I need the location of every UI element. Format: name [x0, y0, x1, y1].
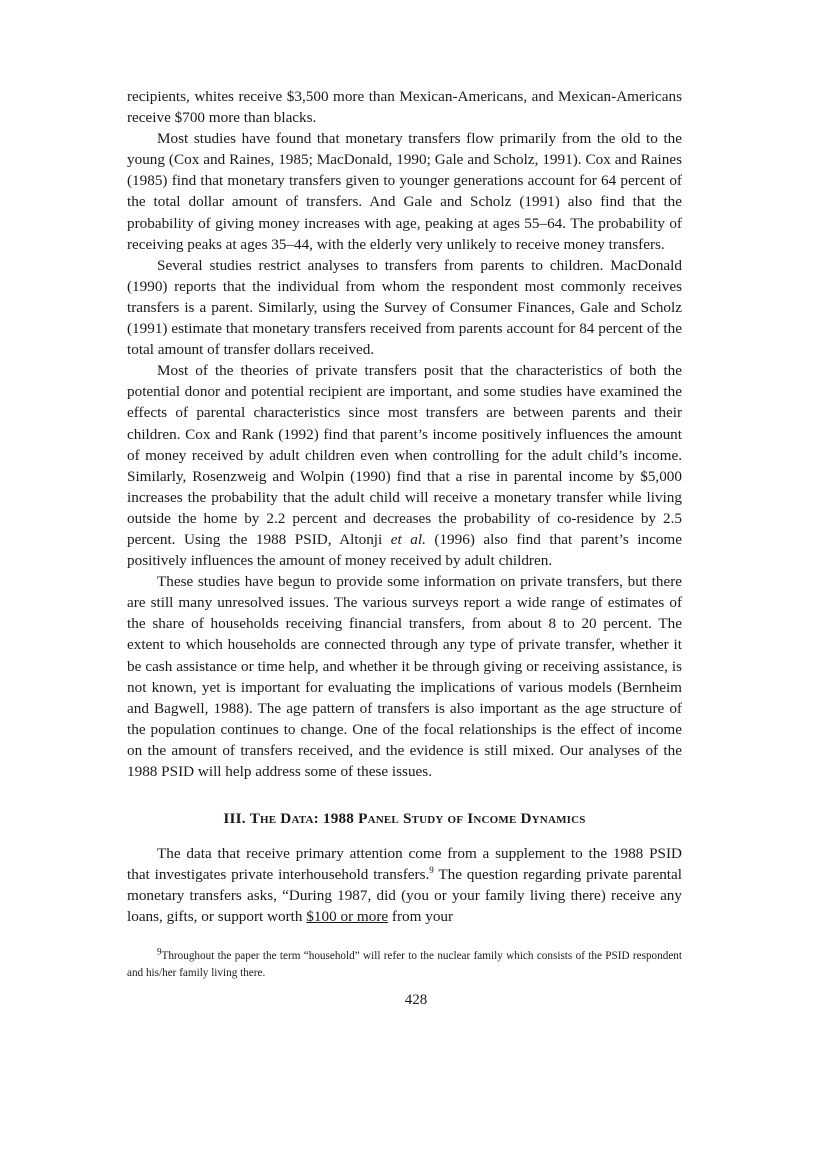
footnote-marker: 9: [157, 946, 162, 957]
body-text: [127, 86, 682, 927]
paragraph-parents-children: Several studies restrict analyses to transfers from parents to children. MacDonald (1990) reports that the individual from whom the respondent most commonly receives transfers is a parent. Similarly, using the Survey of Consumer Finances, Gale and Scholz (1991) estimate that monetary transfers received from parents account for 84 percent of the total amount of transfer dollars received.: [127, 256, 682, 359]
footnote-text: Throughout the paper the term “household” will refer to the nuclear family which consists of the PSID respondent and his/her family living there.: [127, 950, 682, 979]
section-title-year: : 1988: [313, 810, 359, 828]
footnote-reference: 9: [429, 865, 434, 876]
section-title-rest: Panel Study of Income Dynamics: [358, 810, 586, 828]
section-heading: [127, 808, 682, 829]
paragraph-text: The data that receive primary attention come from a supplement to the 1988 PSID that investigates private interhousehold transfers.: [127, 845, 682, 884]
paragraph-unresolved-issues: These studies have begun to provide some information on private transfers, but there are still many unresolved issues. The various surveys report a wide range of estimates of the share of households receiving financial transfers, from about 8 to 20 percent. The extent to which households are connected through any type of private transfer, whether it be cash assistance or time help, and whether it be through giving or receiving assistance, is not known, yet is important for evaluating the implications of various models (Bernheim and Bagwell, 1988). The age pattern of transfers is also important as the age structure of the population continues to change. One of the focal relationships is the effect of income on the amount of transfers received, and the evidence is still mixed. Our analyses of the 1988 PSID will help address some of these issues.: [127, 573, 682, 780]
section-title: The Data: [249, 810, 314, 828]
et-al-italic: et al.: [390, 530, 426, 548]
footnote-area: [127, 948, 682, 981]
paragraph-text: Most of the theories of private transfers posit that the characteristics of both the potential donor and potential recipient are important, and some studies have examined the effects of parental characteristics since most transfers are between parents and their children. Cox and Rank (1992) find that parent’s income positively influences the amount of money received by adult children even when controlling for the adult child’s income. Similarly, Rosenzweig and Wolpin (1990) find that a rise in parental income by $5,000 increases the probability that the adult child will receive a monetary transfer while living outside the home by 2.2 percent and decreases the probability of co-residence by 2.5 percent. Using the 1988 PSID, Altonji: [127, 362, 682, 548]
underlined-amount: $100 or more: [306, 908, 389, 926]
footnote: [127, 948, 682, 981]
paragraph-text: The question regarding private parental monetary transfers asks, “During 1987, did (you or your family living there) receive any loans, gifts, or support worth: [127, 866, 682, 926]
paragraph-transfers-age: Most studies have found that monetary transfers flow primarily from the old to the young (Cox and Raines, 1985; MacDonald, 1990; Gale and Scholz, 1991). Cox and Raines (1985) find that monetary transfers given to younger generations account for 64 percent of the total dollar amount of transfers. And Gale and Scholz (1991) also find that the probability of giving money increases with age, peaking at ages 55–64. The probability of receiving peaks at ages 35–44, with the elderly very unlikely to receive money transfers.: [127, 130, 682, 253]
paragraph-text: from your: [388, 908, 454, 926]
page-number: 428: [404, 992, 428, 1008]
paragraph-continuation: recipients, whites receive $3,500 more than Mexican-Americans, and Mexican-Americans receive $700 more than blacks.: [127, 88, 682, 127]
paragraph-data: [127, 843, 682, 927]
paragraph-parental-characteristics: [127, 360, 682, 571]
paragraph-text: (1996) also find that parent’s income positively influences the amount of money received by adult children.: [127, 530, 682, 570]
section-numeral: III.: [223, 810, 246, 828]
